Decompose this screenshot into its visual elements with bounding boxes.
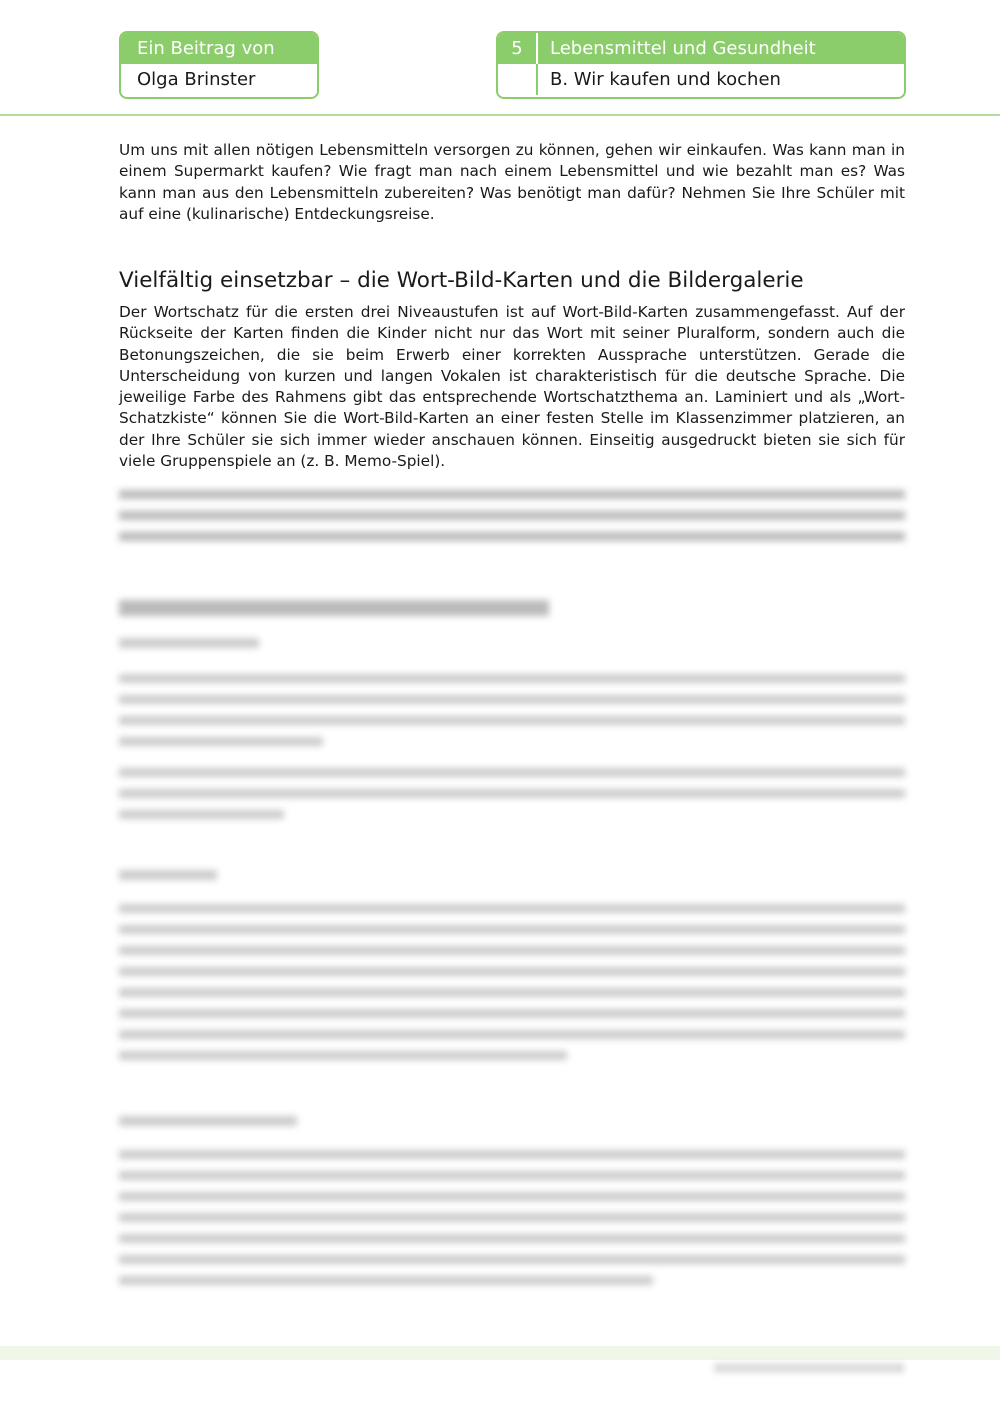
section-heading: Vielfältig einsetzbar – die Wort-Bild-Karten und die Bildergalerie (119, 268, 804, 293)
header-rule (0, 114, 1000, 116)
section-paragraph: Der Wortschatz für die ersten drei Niveaustufen ist auf Wort-Bild-Karten zusammengefasst. Auf der Rückseite der Karten finden die Kinder nicht nur das Wort mit seiner Pluralform, sondern auch die Betonungszeichen, die sie beim Erwerb einer korrekten Aussprache unterstützen. Gerade die Unterscheidung von kurzen und langen Vokalen ist charakteristisch für die deutsche Sprache. Die jeweilige Farbe des Rahmens gibt das entsprechende Wortschatzthema an. Laminiert und als „Wort-Schatzkiste“ können Sie die Wort-Bild-Karten an einer festen Stelle im Klassenzimmer platzieren, an der Ihre Schüler sie sich immer wieder anschauen können. Einseitig ausgedruckt bieten sie sich für viele Gruppenspiele an (z. B. Memo-Spiel). (119, 303, 905, 471)
chapter-box (496, 31, 906, 99)
chapter-number: 5 (498, 33, 538, 64)
intro-paragraph: Um uns mit allen nötigen Lebensmitteln versorgen zu können, gehen wir einkaufen. Was kann man in einem Supermarkt kaufen? Wie fragt man nach einem Lebensmittel und wie bezahlt man es? Was kann man aus den Lebensmitteln zubereiten? Was benötigt man dafür? Nehmen Sie Ihre Schüler mit auf eine (kulinarische) Entdeckungsreise. (119, 141, 905, 223)
blurred-heading (119, 600, 549, 616)
blurred-paragraph (119, 898, 905, 1072)
author-box (119, 31, 319, 99)
blurred-paragraph (119, 668, 905, 758)
blurred-paragraph (119, 1144, 905, 1297)
chapter-number-spacer (498, 64, 538, 95)
footer-bar (0, 1346, 1000, 1360)
footer-text (714, 1363, 904, 1373)
author-name: Olga Brinster (137, 69, 256, 90)
blurred-paragraph (119, 762, 905, 831)
chapter-title: Lebensmittel und Gesundheit (550, 38, 816, 59)
blurred-paragraph (119, 484, 905, 553)
author-box-title: Ein Beitrag von (121, 33, 317, 64)
blurred-subheading (119, 638, 259, 648)
blurred-subheading (119, 870, 217, 880)
blurred-subheading (119, 1116, 297, 1126)
section-title: B. Wir kaufen und kochen (550, 69, 781, 90)
